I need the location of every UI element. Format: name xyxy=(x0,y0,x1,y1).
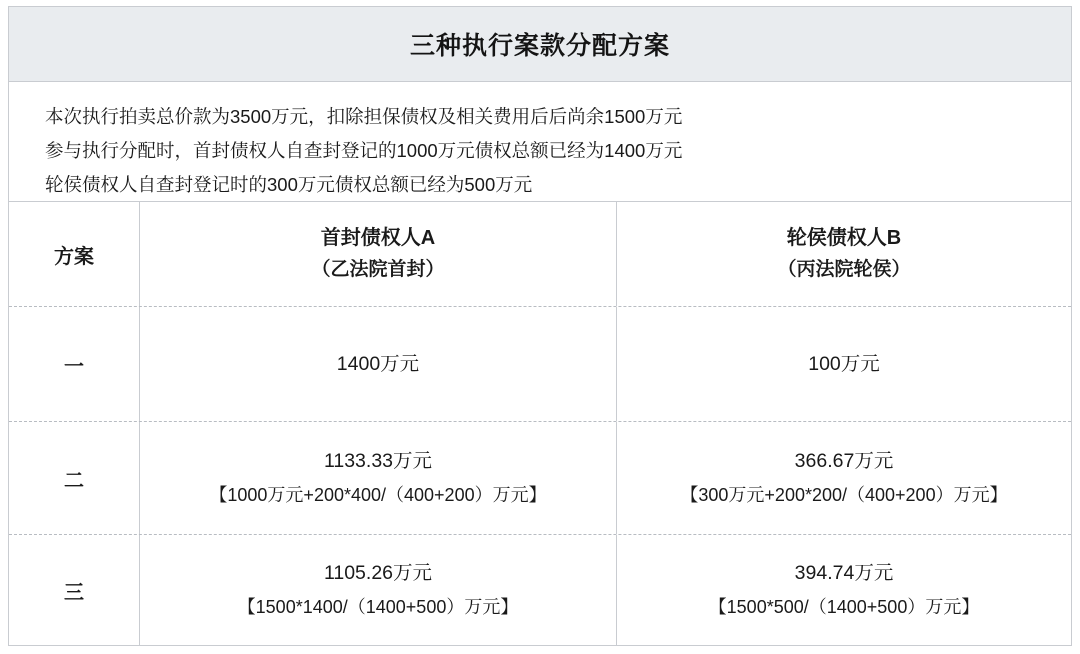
row-3-b-main: 394.74万元 xyxy=(794,562,894,584)
row-3-creditor-b xyxy=(617,535,1071,645)
row-2-a-sub: 【1000万元+200*400/（400+200）万元】 xyxy=(209,485,547,505)
document-title-band xyxy=(9,7,1071,82)
row-2-plan xyxy=(9,422,140,534)
intro-line-3: 轮侯债权人自查封登记时的300万元债权总额已经为500万元 xyxy=(45,174,533,195)
row-1-creditor-b xyxy=(617,307,1071,421)
row-3-plan-label: 三 xyxy=(64,581,84,604)
intro-line-1: 本次执行拍卖总价款为3500万元，扣除担保债权及相关费用后后尚余1500万元 xyxy=(45,106,683,127)
table-row xyxy=(9,306,1071,421)
table-row xyxy=(9,421,1071,534)
row-3-plan xyxy=(9,535,140,645)
header-plan-label: 方案 xyxy=(54,245,94,268)
header-creditor-b-main: 轮侯债权人B xyxy=(786,227,902,249)
row-2-b-sub: 【300万元+200*200/（400+200）万元】 xyxy=(680,485,1008,505)
intro-line-2: 参与执行分配时，首封债权人自查封登记的1000万元债权总额已经为1400万元 xyxy=(45,140,683,161)
row-1-creditor-a xyxy=(140,307,617,421)
table-header-row xyxy=(9,202,1071,306)
row-3-a-main: 1105.26万元 xyxy=(323,562,433,584)
header-creditor-a-sub: （乙法院首封） xyxy=(311,259,445,280)
row-1-plan xyxy=(9,307,140,421)
row-1-b-main: 100万元 xyxy=(808,353,880,375)
header-creditor-a-main: 首封债权人A xyxy=(320,227,436,249)
row-1-a-main: 1400万元 xyxy=(336,353,420,375)
table-row xyxy=(9,534,1071,645)
document-table xyxy=(8,6,1072,646)
row-2-a-main: 1133.33万元 xyxy=(323,450,433,472)
row-2-b-main: 366.67万元 xyxy=(794,450,894,472)
intro-block xyxy=(9,82,1071,202)
header-creditor-b-sub: （丙法院轮侯） xyxy=(777,259,911,280)
header-cell-plan xyxy=(9,202,140,306)
row-2-creditor-a xyxy=(140,422,617,534)
row-3-creditor-a xyxy=(140,535,617,645)
page-title: 三种执行案款分配方案 xyxy=(409,32,670,60)
allocation-table xyxy=(9,202,1071,645)
row-3-b-sub: 【1500*500/（1400+500）万元】 xyxy=(708,597,980,617)
row-3-a-sub: 【1500*1400/（1400+500）万元】 xyxy=(237,597,519,617)
header-cell-creditor-a xyxy=(140,202,617,306)
row-2-creditor-b xyxy=(617,422,1071,534)
header-cell-creditor-b xyxy=(617,202,1071,306)
row-1-plan-label: 一 xyxy=(64,355,84,378)
row-2-plan-label: 二 xyxy=(64,469,84,492)
